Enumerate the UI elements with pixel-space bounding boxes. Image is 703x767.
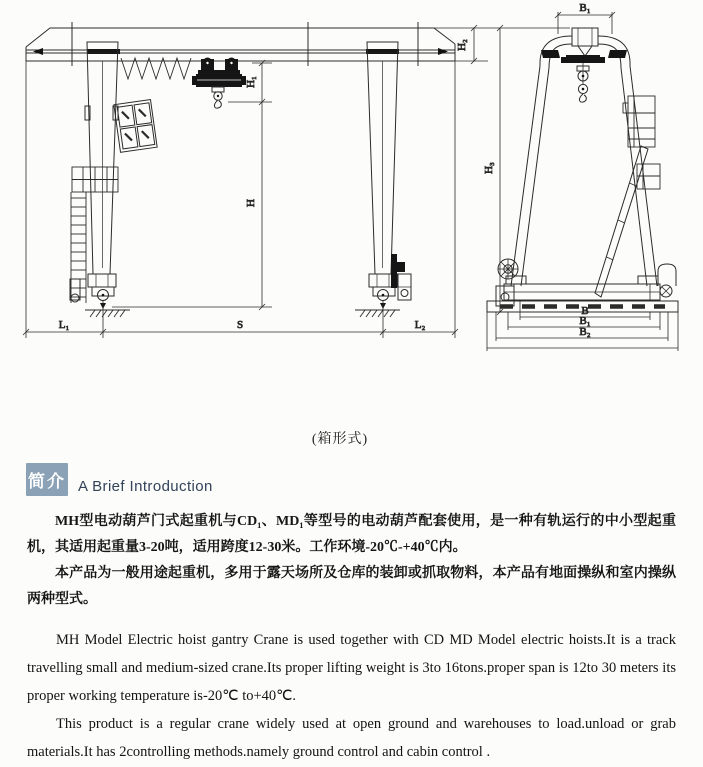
right-leg: [367, 42, 411, 309]
operator-cab: [114, 100, 157, 153]
section-arrow-right-icon: [438, 48, 448, 55]
dim-label-h1: H₁: [245, 76, 257, 88]
side-hoist: [561, 55, 605, 102]
technical-drawing: [0, 0, 703, 362]
hook-icon: [214, 100, 221, 108]
dim-label-b: B: [581, 305, 589, 317]
dim-label-h: H: [245, 199, 257, 207]
stair-brace: [595, 146, 648, 297]
dim-label-l1: L₁: [58, 319, 70, 331]
ground-hatch-right: [355, 310, 400, 317]
travel-motor: [391, 254, 397, 288]
paragraph-en-1: MH Model Electric hoist gantry Crane is used together with CD MD Model electric hoists.It is a track travelling small and medium-sized crane.Its proper lifting weight is 3to 16tons.proper span is 12to 30 meters its proper working temperature is-20℃ to+40℃.: [27, 632, 676, 704]
paragraph-zh-1: MH型电动葫芦门式起重机与CD₁、MD₁等型号的电动葫芦配套使用，是一种有轨运行的中小型起重机，其适用起重量3-20吨，适用跨度12-30米。工作环境-20℃-+40℃内。: [27, 514, 676, 555]
dimensions-side: [483, 2, 678, 351]
dim-label-b2: B₂: [579, 326, 591, 338]
dim-label-l2: L₂: [414, 319, 426, 331]
intro-heading: A Brief Introduction: [78, 478, 213, 495]
front-view: [23, 22, 570, 338]
ground-hatch-left: [85, 310, 130, 317]
intro-badge: 简介: [26, 463, 68, 496]
paragraph-zh-2: 本产品为一般用途起重机，多用于露天场所及仓库的装卸或抓取物料，本产品有地面操纵和室内操纵两种型式。: [27, 566, 676, 607]
end-carriage: [496, 259, 676, 306]
drawing-caption: (箱形式): [311, 432, 369, 447]
section-arrow-left-icon: [33, 48, 43, 55]
english-description: [27, 626, 676, 766]
chinese-description: [27, 509, 676, 613]
a-frame: [511, 28, 657, 286]
dimensions-front: [23, 25, 570, 338]
paragraph-en-2: This product is a regular crane widely used at open ground and warehouses to load.unload or grab materials.It has 2controlling methods.namely ground control and cabin control .: [27, 716, 676, 760]
dim-label-s: S: [236, 319, 244, 331]
dim-label-b1-top: B₁: [579, 2, 591, 14]
girder: [26, 22, 455, 66]
hoist-trolley: [192, 58, 246, 109]
hook-icon: [579, 94, 586, 102]
dim-label-h2: H₂: [456, 39, 468, 51]
electrical-cabinets: [623, 96, 660, 189]
left-leg: [70, 42, 118, 309]
side-view: [483, 2, 678, 351]
dim-label-b1: B₁: [579, 315, 591, 327]
dim-label-h3: H₃: [483, 162, 495, 174]
intro-header: [26, 462, 703, 496]
